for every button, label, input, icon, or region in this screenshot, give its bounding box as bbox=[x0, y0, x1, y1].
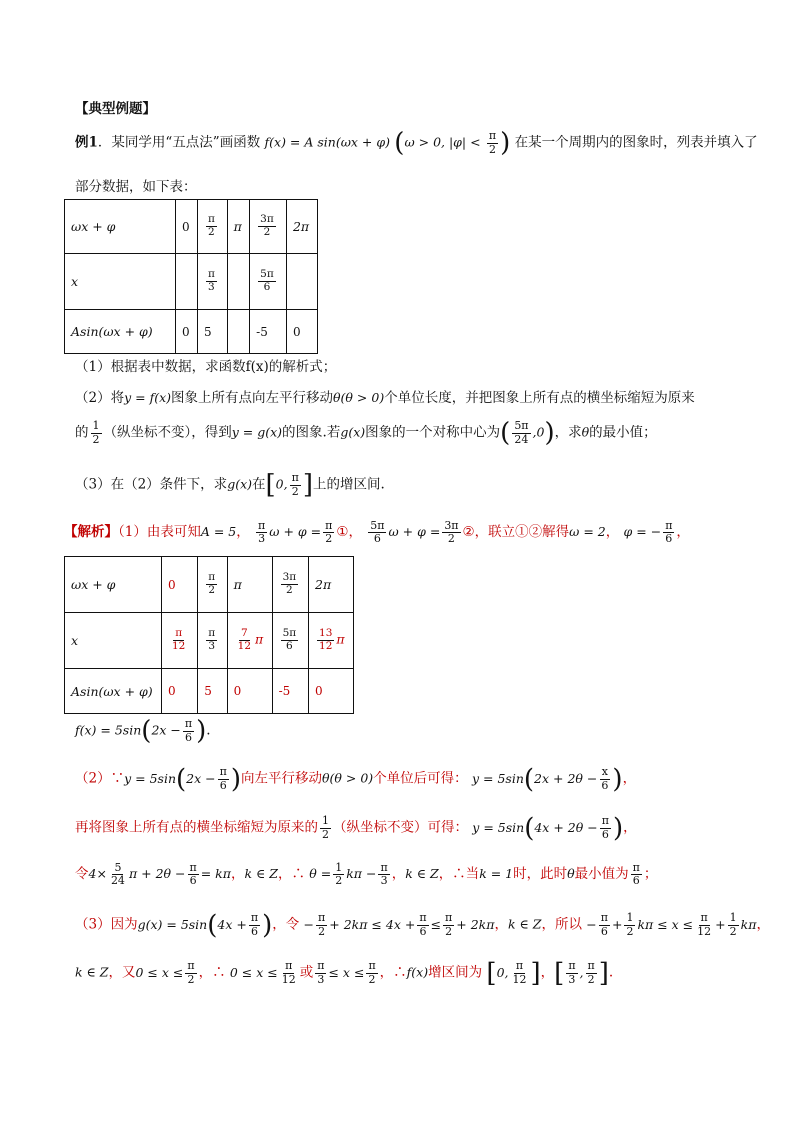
table-cell: 0 bbox=[227, 669, 272, 714]
row-label: Asin(ωx + φ) bbox=[65, 669, 162, 714]
example-intro: ．某同学用“五点法”画函数 bbox=[97, 134, 261, 151]
condition-fraction: $\frac{\pi}{2}$ bbox=[488, 129, 497, 156]
data-table-2 bbox=[64, 556, 354, 714]
question-2-line-2: 的 $\frac{1}{2}$ （纵坐标不变），得到y = g(x)的图象.若g(x)图象的一个对称中心为( $\frac{5\pi}{24}$ ,0)，求θ的最小值； bbox=[75, 418, 657, 448]
solution-2-line-2: 再将图象上所有点的横坐标缩短为原来的 $\frac{1}{2}$ （纵坐标不变）可得： y = 5sin(4x + 2θ − $\frac{\pi}{6}$ )， bbox=[75, 813, 637, 843]
table-cell: 0 bbox=[162, 669, 198, 714]
table-cell: 0 bbox=[309, 669, 354, 714]
row-label: Asin(ωx + φ) bbox=[65, 310, 176, 354]
table-cell: $\frac{3\pi}{2}$ bbox=[272, 557, 308, 613]
function-expr: f(x) = A sin(ωx + φ) bbox=[264, 134, 390, 150]
row-label: x bbox=[65, 613, 162, 669]
table-cell: π bbox=[227, 200, 250, 254]
solution-line-1: 【解析】（1）由表可知A = 5， $\frac{\pi}{3}$ ω + φ = $\frac{\pi}{2}$ ①， $\frac{5\pi}{6}$ ω + φ = $\frac{3\pi}{2}$ ②，联立①②解得ω = 2， φ = − $\frac{\pi}{6}$ ， bbox=[64, 519, 690, 546]
table-cell bbox=[227, 254, 250, 310]
solution-3-line-1: （3）因为g(x) = 5sin(4x + $\frac{\pi}{6}$ )，令 − $\frac{\pi}{2}$ + 2kπ ≤ 4x + $\frac{\pi}{6}$ ≤ $\frac{\pi}{2}$ + 2kπ，k ∈ Z，所以 − $\frac{\pi}{6}$ + $\frac{1}{2}$ kπ ≤ x ≤ $\frac{\pi}{12}$ + $\frac{1}{2}$ kπ， bbox=[75, 910, 770, 940]
table-cell: $\frac{5\pi}{6}$ bbox=[272, 613, 308, 669]
question-3: （3）在（2）条件下，求g(x)在[0, $\frac{\pi}{2}$ ]上的增区间. bbox=[75, 470, 385, 500]
table-cell: $\frac{13}{12}$ π bbox=[309, 613, 354, 669]
f-result: f(x) = 5sin(2x − $\frac{\pi}{6}$ ). bbox=[75, 716, 211, 746]
table-cell: 0 bbox=[176, 310, 198, 354]
solution-label: 【解析】 bbox=[64, 524, 118, 541]
section-heading: 【典型例题】 bbox=[75, 101, 156, 117]
table-cell: $\frac{\pi}{3}$ bbox=[198, 613, 227, 669]
row-label: x bbox=[65, 254, 176, 310]
table-cell: π bbox=[227, 557, 272, 613]
solution-2-line-1: （2）∵y = 5sin(2x − $\frac{\pi}{6}$ )向左平行移动θ(θ > 0)个单位后可得： y = 5sin(2x + 2θ − $\frac{x}{6}$ )， bbox=[75, 764, 637, 794]
question-1: （1）根据表中数据，求函数f(x)的解析式； bbox=[75, 359, 337, 375]
table-cell: 0 bbox=[176, 200, 198, 254]
table-cell: $\frac{\pi}{2}$ bbox=[198, 557, 227, 613]
data-table-1 bbox=[64, 199, 318, 354]
row-label: ωx + φ bbox=[65, 557, 162, 613]
example-intro-b: 在某一个周期内的图象时，列表并填入了 bbox=[514, 134, 758, 151]
table-cell bbox=[176, 254, 198, 310]
table-cell: $\frac{\pi}{3}$ bbox=[197, 254, 227, 310]
table-cell: 2π bbox=[286, 200, 317, 254]
table-cell: $\frac{7}{12}$ π bbox=[227, 613, 272, 669]
table-cell bbox=[227, 310, 250, 354]
table-cell: $\frac{\pi}{2}$ bbox=[197, 200, 227, 254]
table-cell: 2π bbox=[309, 557, 354, 613]
table-cell: $\frac{\pi}{12}$ bbox=[162, 613, 198, 669]
example-line-1: 例1．某同学用“五点法”画函数 f(x) = A sin(ωx + φ) (ω > 0, |φ| < $\frac{\pi}{2}$ ) 在某一个周期内的图象时，列表并填入了 bbox=[75, 128, 758, 158]
table-cell: 5 bbox=[198, 669, 227, 714]
table-cell: $\frac{5\pi}{6}$ bbox=[250, 254, 287, 310]
table-cell: -5 bbox=[272, 669, 308, 714]
row-label: ωx + φ bbox=[65, 200, 176, 254]
question-2-line-1: （2）将y = f(x)图象上所有点向左平行移动θ(θ > 0)个单位长度，并把图象上所有点的横坐标缩短为原来 bbox=[75, 390, 695, 406]
condition-expr: ω > 0, |φ| < bbox=[404, 134, 481, 150]
table-cell: 0 bbox=[162, 557, 198, 613]
example-label: 例1 bbox=[75, 134, 98, 151]
table-cell: -5 bbox=[250, 310, 287, 354]
table-cell bbox=[286, 254, 317, 310]
example-line-2: 部分数据，如下表： bbox=[75, 179, 197, 195]
solution-2-line-3: 令4× $\frac{5}{24}$ π + 2θ − $\frac{\pi}{6}$ = kπ，k ∈ Z，∴ θ = $\frac{1}{2}$ kπ − $\frac{\pi}{3}$ ，k ∈ Z，∴当k = 1时，此时θ最小值为 $\frac{\pi}{6}$ ； bbox=[75, 861, 658, 888]
table-cell: 5 bbox=[197, 310, 227, 354]
solution-3-line-2: k ∈ Z，又0 ≤ x ≤ $\frac{\pi}{2}$ ，∴ 0 ≤ x ≤ $\frac{\pi}{12}$ 或 $\frac{\pi}{3}$ ≤ x ≤ $\frac{\pi}{2}$ ，∴f(x)增区间为 [0, $\frac{\pi}{12}$ ]，[ $\frac{\pi}{3}$ , $\frac{\pi}{2}$ ]. bbox=[75, 958, 614, 988]
table-cell: $\frac{3\pi}{2}$ bbox=[250, 200, 287, 254]
table-cell: 0 bbox=[286, 310, 317, 354]
